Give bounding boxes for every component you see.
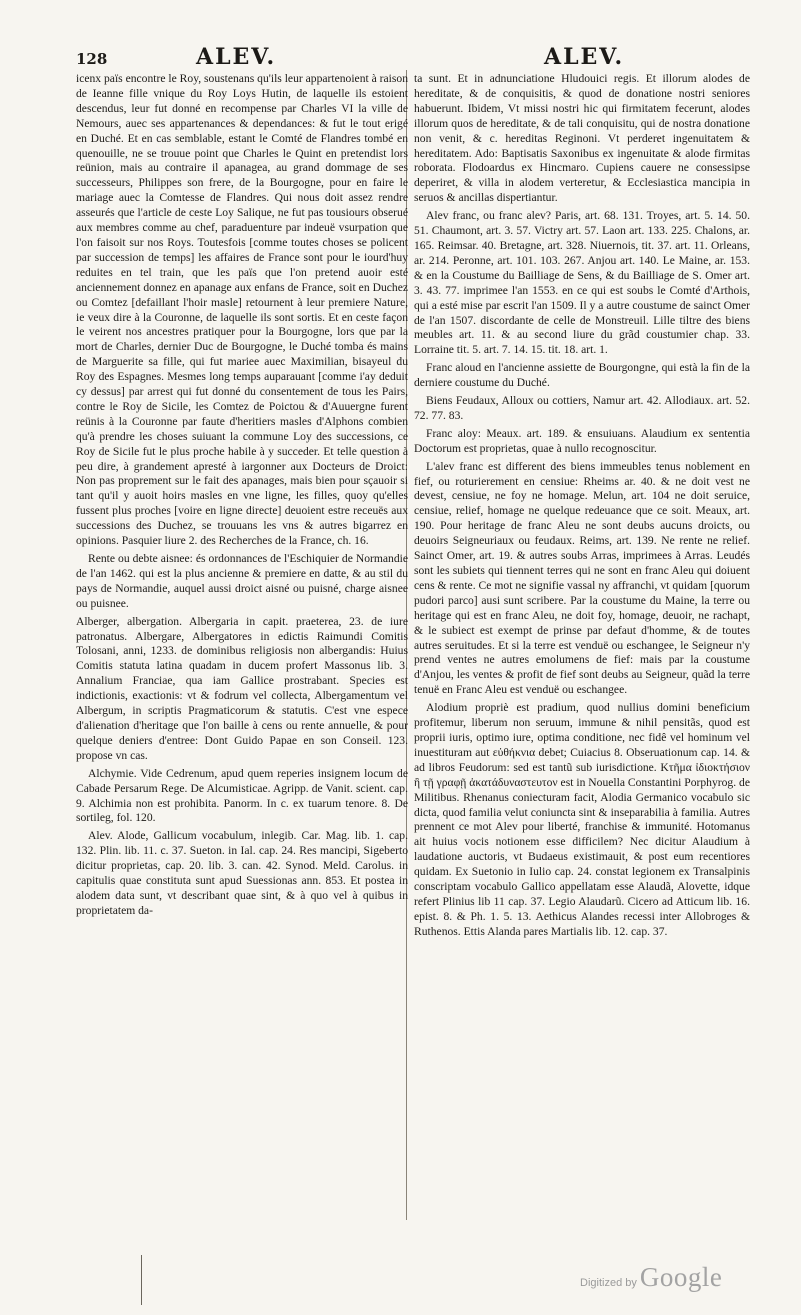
- left-column: [76, 72, 408, 922]
- paragraph: Alchymie. Vide Cedrenum, apud quem reperies insignem locum de Cabade Persarum Rege. De Alcumisticae. Agripp. de Vanit. scient. cap. 9. Alchimia non est prohibita. Panorm. In c. ex tuarum tenore. 8. De sortileg, fol. 120.: [76, 766, 408, 825]
- margin-mark: [141, 1255, 142, 1305]
- paragraph: Franc aloud en l'ancienne assiette de Bourgongne, qui està la fin de la derniere coustume du Duché.: [414, 361, 750, 390]
- paragraph: Franc aloy: Meaux. art. 189. & ensuiuans. Alaudium ex sententia Doctorum est proprietas, quae à nullo recognoscitur.: [414, 426, 750, 455]
- running-head-right: ALEV.: [544, 44, 625, 70]
- digitized-watermark: [580, 1262, 722, 1293]
- page-number: 128: [76, 50, 108, 68]
- paragraph: ta sunt. Et in adnunciatione Hludouici regis. Et illorum alodes de hereditate, & de conquisitis, & quod de donatione nostri seniores habuerunt. Ibidem, Vt missi nostri hic qui firmitatem fecerunt, alodes illorum quos de hereditate, & de tali conquisitu, qui de nostra donatione non venit, & c. hereditas Reginoni. Vt perderet ingenuitatem & hereditatem. Ado: Baptisatis Saxonibus ex ingenuitate & alode firmitas roborata. Flodoardus ex Hincmaro. Cupiens cauere ne consessipse deperiret, & villa in alodem verteretur, & Ecclesiastica mancipia in seruos & ancillas dispertiantur.: [414, 72, 750, 205]
- paragraph: Rente ou debte aisnee: és ordonnances de l'Eschiquier de Normandie de l'an 1462. qui est la plus ancienne & premiere en datte, & au stil du pays de Normandie, auquel aussi droict aisné ou puisné, charge aisnee ou puisnee.: [76, 552, 408, 610]
- paragraph: Biens Feudaux, Alloux ou cottiers, Namur art. 42. Allodiaux. art. 52. 72. 77. 83.: [414, 394, 750, 422]
- right-column: [414, 72, 750, 943]
- paragraph: Alodium propriè est pradium, quod nullius domini beneficium profitemur, liberum non seruum, immune & nihil pensitãs, quod est proprii iuris, optimo iure, optima conditione, nec fidê vel hominum vel inuestituram aut εὐθήκνια debet; Cuiacius 8. Obseruationum cap. 14. & ad libros Feudorum: sed est tantũ sub iurisdictione. Κτῆμα ἰδιοκτήσιον ἢ τῇ γραφῇ ἀκατάδυναστευτον est in Nouella Constantini Porphyrog. de Militibus. Rhenanus coniecturam facit, Alodia Germanico vocabulo sic dicta, quod familia velut coniuncta sint & inseparabilia à familia. Autres prennent ce mot Alev pour liberté, franchise & immunité. Hotomanus ait huius vocis notionem esse difficilem? Nec dicitur Alaudium à laudatione auctoris, vt Budaeus existimauit, & post eum recentiores quidam. Ex Suetonio in Iulio cap. 24. constat legionem ex Transalpinis conscriptam vocabulo Gallico appellatam esse Alaudã, Alovette, idque refert Plinius lib 11 cap. 37. Legio Alaudarũ. Cicero ad Atticum lib. 16. epist. 8. & Ph. 1. 5. 13. Aethicus Alandes recessi inter Allobroges & Ruthenos. Ettis Alanda pares Martialis lib. 12. cap. 37.: [414, 701, 750, 938]
- paragraph: Alev. Alode, Gallicum vocabulum, inlegib. Car. Mag. lib. 1. cap. 132. Plin. lib. 11. c. 37. Sueton. in Ial. cap. 24. Res mancipi, Sigeberto dicitur proprietas, cap. 20. lib. 3. can. 42. Synod. Meld. Carolus. in capitulis quae constituta sunt apud Suessionas ann. 853. Et postea in alodem data sunt, vt describant quae sint, & à quo vel à quibus in proprietatem da-: [76, 829, 408, 917]
- digitized-prefix: Digitized by: [580, 1277, 637, 1289]
- paragraph: Alev franc, ou franc alev? Paris, art. 68. 131. Troyes, art. 5. 14. 50. 51. Chaumont, art. 3. 57. Victry art. 57. Laon art. 133. 225. Chalons, ar. 165. Reimsar. 40. Bretagne, art. 328. Niuernois, tit. 37. art. 11. Orleans, ar. 214. Peronne, art. 101. 103. 267. Anjou art. 140. Le Maine, ar. 153. & en la Coustume du Bailliage de Sens, & du Bailliage de S. Omer art. 3. 43. 77. imprimee l'an 1553. en ce qui est soubs le Comté d'Arthois, qui a esté mise par escrit l'an 1509. Il y a autre coustume de sainct Omer de l'an 1507. discordante de celle de Monstreuil. Lille tiltre des biens meubles art. 11. & au second liure du grãd coustumier chap. 33. Lorraine tit. 5. art. 7. 14. 15. tit. 18. art. 1.: [414, 209, 750, 357]
- running-head-left: ALEV.: [196, 44, 277, 70]
- paragraph: L'alev franc est different des biens immeubles tenus noblement en fief, ou roturierement en censiue: Rheims ar. 40. & ne doit vest ne devest, censiue, ne foy ne homage. Melun, art. 104 ne doit seruice, censiue, relief, homage ne quelque redeuance que ce soit. Meaux, art. 190. Pour heritage de franc Aleu ne sont deubs aucuns droicts, ou deuoirs Seigneuriaux ou feudaux. Reims, art. 139. Ne rente ne relief. Sainct Omer, art. 19. & autres soubs Arras, imprimees à Arras. Leudés sont les subiets qui tiennent terres qui ne sont en franc Aleu qui doiuent cens & rente. Ce mot ne signifie vassal ny affranchi, vt quidam [quorum pudori parco] ausi sunt scribere. Par la coustume du Maine, la terre ou heritage qui est en franc Aleu, ne doit foy, homage, deuoir, ne rachapt, & le subiect est exempt de prinse par defaut d'homme, & de toutes autres seruitudes. Et si la terre est venduë ou eschangee, le Seigneur n'y prend ventes ne autres emolumens de fief: mais par la coustume d'Anjou, les ventes & profit de fief sont deubs au Seigneur, quãd la terre tenuë en Franc Aleu est venduë ou eschangee.: [414, 459, 750, 697]
- paragraph: icenx païs encontre le Roy, soustenans qu'ils leur appartenoient à raison de Ieanne fille vnique du Roy Loys Hutin, de laquelle ils estoient descendus, leur fut donné en recompense par Charles VI la ville de Nemours, auec ses appartenances & dependances: & fut le tout erigé en Duché. Et en cas semblable, estant le Comté de Flandres tombé en quenouille, ne se trouue point que Charles le Quint en pretendist lors reünion, mais au contraire il apanagea, au grand dommage de ses successeurs, Philippes son frere, de la Bourgogne, pour en faire le mariage auec la Comtesse de Flandres. Qui nous doit assez rendre asseurés que l'article de ceste Loy Salique, ne fut pas tousiours obserué aux membres comme au chef, paraduenture par indeuë vsurpation que l'on faisoit sur nos Roys. Toutesfois [comme toutes choses se policent par succession de temps] les affaires de France sont pour le iourd'huy reduites en tel train, que les païs que l'on pretend auoir esté anciennement donnez en apanage aux enfans de France, soit en Duchez ou Comtez [defaillant l'hoir masle] retournent à leur premiere Nature, ie veux dire à la Couronne, de laquelle ils sont sortis. Et en ceste façon le veirent nos ancestres pratiquer pour la Bourgogne, lors que par la mort de Charles, dernier Duc de Bourgogne, le Duché tomba és mains de Marguerite sa fille, qui fut mariee auec Maximilian, bisayeul du Roy des Espagnes. Mesmes long temps auparauant [comme i'ay deduit cy dessus] par arrest qui fut donné du consentement de tous les Pairs, contre le Roy de Sicile, les Comtez de Poictou & d'Auuergne furent reünis à la Couronne par faute d'heritiers masles d'Alphons combien qu'à prendre les choses suiuant la commune Loy des successions, ce Roy de Sicile fut le plus proche habile à y succeder. Et telle question à peu dire, à grandement apresté à iargonner aux Docteurs de Droict: Non pas proprement sur le fait des apanages, mais bien pour sçauoir si tant qu'il y auoit hoirs masles en vne ligne, les filles, quoy qu'elles fussent plus proches [voire en ligne directe] deuoient estre receuës aux successions des Duchez, se trouuans les vns & autres bigarrez en opinions. Pasquier liure 2. des Recherches de la France, ch. 16.: [76, 72, 408, 548]
- paragraph: Alberger, albergation. Albergaria in capit. praeterea, 23. de iure patronatus. Albergare, Albergatores in edictis Raimundi Comitis Tolosani, anni, 1233. de dominibus religiosis non albergandis: Huius Comitis statuta latina quadam in ducem profert Massonus lib. 3. Annalium Franciae, qua iam Gallice prostrabant. Species est indictionis, exactionis: vt & fodrum vel collecta, Albergamentum vel Albergum, in scriptis Pragmaticorum & statutis. C'est vne espece d'alienation d'heritage que l'on baille à cens ou rente annuelle, & pour quelque deniers d'entree: Dont Guido Papae en son Conseil. 123. propose vn cas.: [76, 614, 408, 762]
- google-logo: Google: [639, 1262, 723, 1292]
